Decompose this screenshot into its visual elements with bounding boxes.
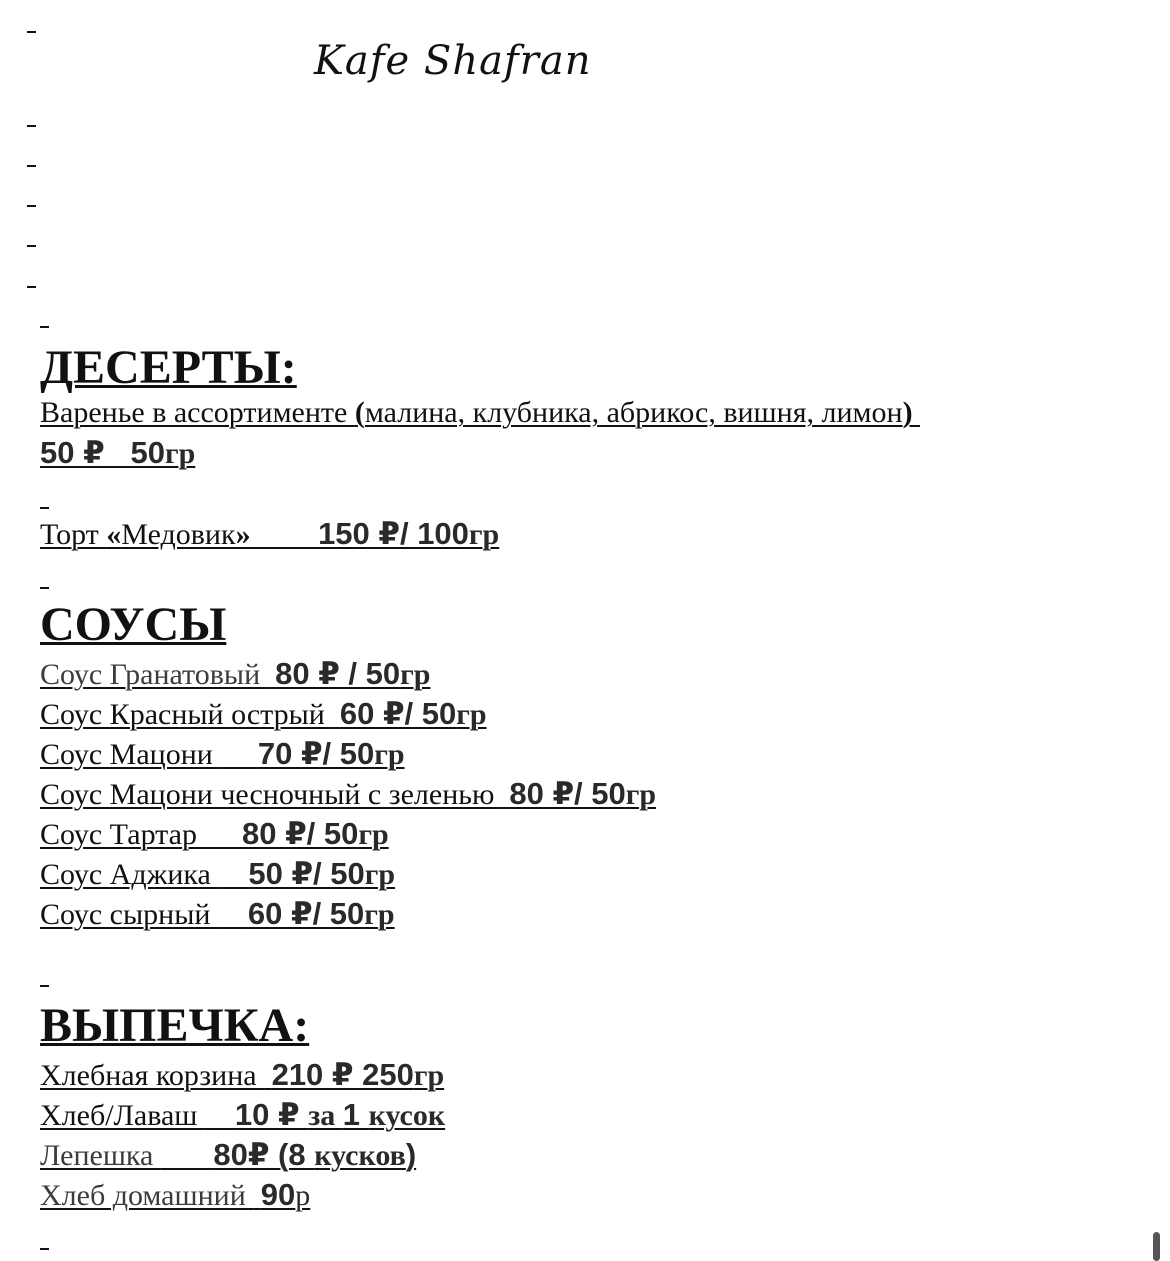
item-unit: гр [456, 698, 487, 731]
item-gap [161, 1139, 214, 1172]
menu-item-bakery [40, 1139, 416, 1171]
item-gap [205, 1099, 235, 1132]
empty-line-mark [27, 286, 36, 288]
item-price: 90 [260, 1177, 296, 1212]
item-unit: гр [358, 818, 389, 851]
cafe-title: Kafe Shafran [314, 38, 592, 84]
item-unit: гр [364, 858, 396, 891]
item-paren-open: ( [354, 396, 365, 429]
menu-item-sauce [40, 858, 395, 890]
item-price: 150 ₽/ 100 [318, 516, 469, 551]
item-price: 10 ₽ [234, 1097, 309, 1132]
item-price: 80 ₽ / 50 [275, 656, 401, 691]
item-name: Соус Гранатовый [40, 658, 268, 691]
scrollbar-thumb[interactable] [1153, 1232, 1160, 1261]
menu-item-jam [40, 398, 920, 428]
item-unit: кусков [314, 1139, 406, 1172]
menu-item-sauce [40, 778, 656, 810]
item-unit: за [308, 1099, 343, 1132]
item-unit: гр [413, 1059, 445, 1092]
item-name: Хлеб домашний [40, 1179, 254, 1212]
item-price: 80 ₽/ 50 [241, 816, 359, 851]
item-unit: гр [400, 658, 431, 691]
section-heading-bakery: ВЫПЕЧКА: [40, 999, 310, 1052]
item-name: Соус Мацони чесночный с зеленью [40, 778, 502, 811]
item-unit: гр [364, 898, 395, 931]
item-close: ) [405, 1137, 417, 1172]
item-price: 50 ₽/ 50 [248, 856, 365, 891]
empty-line-mark [40, 587, 49, 589]
empty-line-mark [27, 31, 36, 33]
item-name: Лепешка [40, 1139, 161, 1172]
item-unit: гр [468, 518, 500, 551]
item-unit: гр [625, 778, 657, 811]
empty-line-mark [27, 165, 36, 167]
item-quote-open: « [106, 518, 122, 551]
item-price: 70 ₽/ 50 [257, 736, 375, 771]
empty-line-mark [40, 1248, 49, 1250]
menu-item-bakery [40, 1059, 444, 1091]
menu-item-sauce [40, 738, 405, 770]
menu-item-sauce [40, 698, 487, 730]
empty-line-mark [40, 985, 49, 987]
item-price: 60 ₽/ 50 [247, 896, 365, 931]
menu-item-bakery [40, 1179, 310, 1211]
item-name: Хлеб/Лаваш [40, 1099, 205, 1132]
item-unit: р [295, 1179, 311, 1212]
item-title: Медовик [121, 518, 236, 551]
item-gap [251, 518, 319, 551]
item-name: Соус Тартар [40, 818, 205, 851]
item-gap [218, 898, 248, 931]
empty-line-mark [40, 326, 49, 328]
menu-item-sauce [40, 818, 389, 850]
item-gap [218, 858, 248, 891]
item-name: Соус сырный [40, 898, 218, 931]
item-unit: гр [164, 437, 196, 470]
item-count: 1 [342, 1097, 369, 1132]
item-paren-close: ) [902, 396, 913, 429]
empty-line-mark [40, 507, 49, 509]
item-price: 80 ₽/ 50 [509, 776, 626, 811]
menu-item-cake [40, 518, 499, 550]
item-gap [204, 818, 242, 851]
section-heading-sauces: СОУСЫ [40, 598, 227, 651]
item-price: 60 ₽/ 50 [339, 696, 457, 731]
item-price: 210 ₽ 250 [271, 1057, 414, 1092]
item-name: Соус Красный острый [40, 698, 333, 731]
item-gap [264, 1059, 272, 1092]
item-count-unit: кусок [368, 1099, 446, 1132]
item-variants: малина, клубника, абрикос, вишня, лимон [364, 396, 903, 429]
empty-line-mark [27, 205, 36, 207]
empty-line-mark [27, 245, 36, 247]
menu-item-sauce [40, 658, 430, 690]
item-quote-close: » [235, 518, 251, 551]
item-price: 50 ₽ 50 [40, 435, 165, 470]
menu-item-jam-price [40, 437, 195, 469]
item-unit: гр [374, 738, 405, 771]
item-price: 80₽ (8 [213, 1137, 315, 1172]
empty-line-mark [27, 125, 36, 127]
item-name: Соус Аджика [40, 858, 219, 891]
item-name: Варенье в ассортименте [40, 396, 355, 429]
menu-item-bakery [40, 1099, 445, 1131]
item-name: Соус Мацони [40, 738, 221, 771]
item-name: Торт [40, 518, 107, 551]
item-gap [332, 698, 340, 731]
item-name: Хлебная корзина [40, 1059, 265, 1092]
item-gap [220, 738, 258, 771]
section-heading-desserts: ДЕСЕРТЫ: [40, 341, 297, 394]
item-gap [253, 1179, 261, 1212]
menu-item-sauce [40, 898, 395, 930]
